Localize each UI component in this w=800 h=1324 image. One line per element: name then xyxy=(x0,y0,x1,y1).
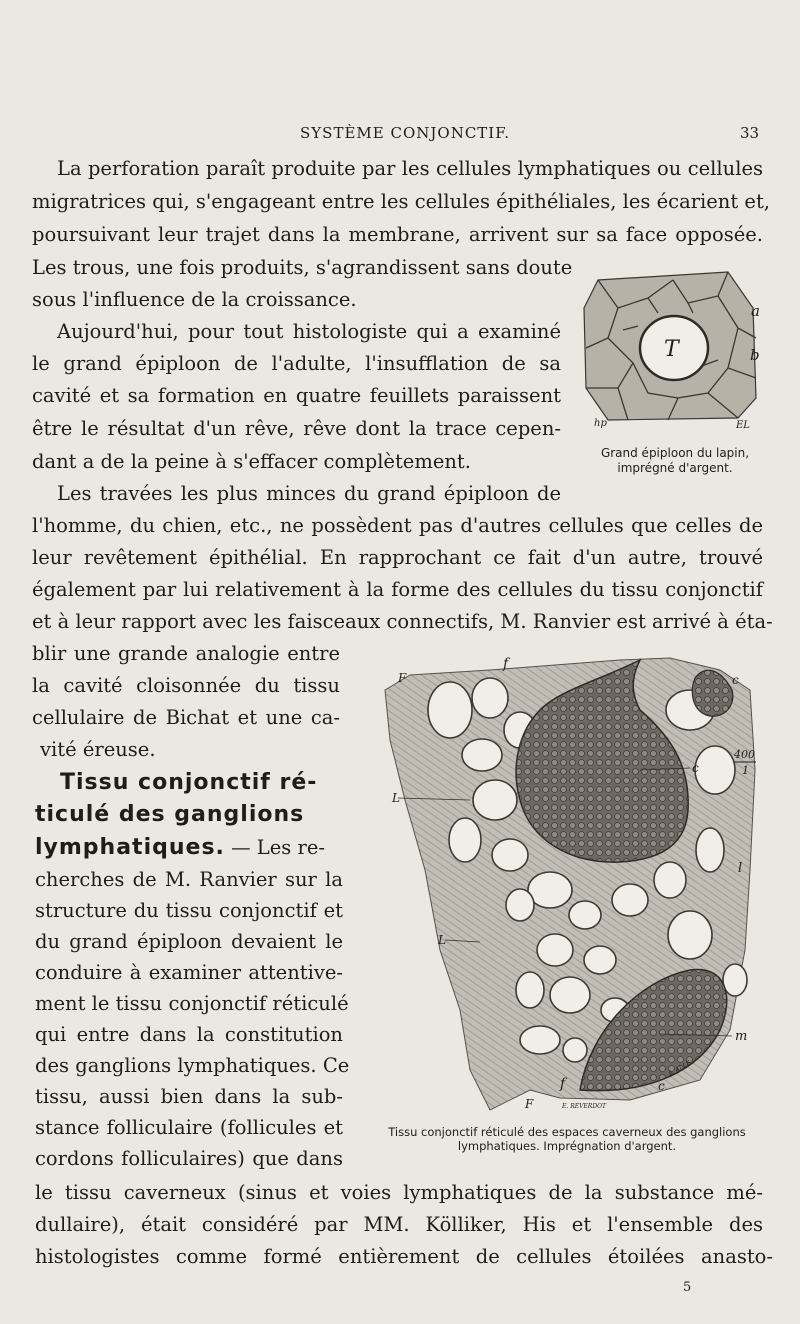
caption-line: Tissu conjonctif réticulé des espaces caverneux des ganglions xyxy=(388,1125,746,1139)
text-line: La perforation paraît produite par les cellules lymphatiques ou cellules xyxy=(57,157,763,180)
text-line: leur revêtement épithélial. En rapprochant ce fait d'un autre, trouvé xyxy=(32,546,763,569)
label-a: a xyxy=(751,302,760,320)
text-line: du grand épiploon devaient le xyxy=(35,930,343,953)
text-line: des ganglions lymphatiques. Ce xyxy=(35,1054,350,1077)
caption-line: Grand épiploon du lapin, xyxy=(600,446,750,460)
text-line: la cavité cloisonnée du tissu xyxy=(32,674,340,697)
text-line: sous l'influence de la croissance. xyxy=(32,288,357,311)
label-T: T xyxy=(664,337,679,362)
label-L2: L xyxy=(438,933,446,947)
text-line: Les travées les plus minces du grand épiploon de xyxy=(57,482,561,505)
heading-line xyxy=(35,833,343,863)
figure-ganglion xyxy=(370,650,780,1120)
label-F-top: F xyxy=(398,671,407,685)
text-line: ment le tissu conjonctif réticulé xyxy=(35,992,349,1015)
text-line: vité éreuse. xyxy=(40,738,156,761)
text-line: le grand épiploon de l'adulte, l'insufflation de sa xyxy=(32,352,561,375)
text-line: structure du tissu conjonctif et xyxy=(35,899,343,922)
text-line: poursuivant leur trajet dans la membrane, arrivent sur sa face opposée. xyxy=(32,223,763,246)
scale-numerator: 400 xyxy=(734,748,755,761)
caption-line: lymphatiques. Imprégnation d'argent. xyxy=(457,1139,677,1153)
signature-mark: 5 xyxy=(683,1280,692,1295)
section-heading: ticulé des ganglions xyxy=(35,802,305,827)
label-L1: L xyxy=(392,791,400,805)
text-line: cellulaire de Bichat et une ca- xyxy=(32,706,340,729)
section-heading: lymphatiques. xyxy=(35,835,225,860)
heading-tail: — Les re- xyxy=(231,836,325,859)
text-line: cavité et sa formation en quatre feuillets paraissent xyxy=(32,384,561,407)
label-m: m xyxy=(735,1029,748,1044)
figure-caption xyxy=(352,1125,782,1153)
figure-caption xyxy=(586,446,764,476)
label-el: EL xyxy=(736,420,750,431)
text-line: le tissu caverneux (sinus et voies lymphatiques de la substance mé- xyxy=(35,1181,763,1204)
text-line: histologistes comme formé entièrement de cellules étoilées anasto- xyxy=(35,1245,773,1268)
text-line: être le résultat d'un rêve, rêve dont la trace cepen- xyxy=(32,417,561,440)
scale-denominator: 1 xyxy=(742,764,749,777)
text-line: migratrices qui, s'engageant entre les cellules épithéliales, les écarient et, xyxy=(32,190,770,213)
text-line: Les trous, une fois produits, s'agrandissent sans doute xyxy=(32,256,573,279)
text-line: blir une grande analogie entre xyxy=(32,642,340,665)
text-line: qui entre dans la constitution xyxy=(35,1023,343,1046)
label-f-bottom: f xyxy=(560,1076,566,1092)
caption-line: imprégné d'argent. xyxy=(617,461,733,475)
text-line: tissu, aussi bien dans la sub- xyxy=(35,1085,343,1108)
engraver-signature: S. ALLE xyxy=(667,1059,693,1078)
label-c2: c xyxy=(692,761,699,775)
text-line: cherches de M. Ranvier sur la xyxy=(35,868,343,891)
figure-epiploon xyxy=(578,268,768,438)
text-line: et à leur rapport avec les faisceaux connectifs, M. Ranvier est arrivé à éta- xyxy=(32,610,773,633)
text-line: également par lui relativement à la forme des cellules du tissu conjonctif xyxy=(32,578,763,601)
text-line: conduire à examiner attentive- xyxy=(35,961,343,984)
artist-signature: E. REVERDOT xyxy=(562,1103,607,1110)
label-hp: hp xyxy=(594,418,607,429)
label-l: l xyxy=(738,861,743,876)
label-f-top: f xyxy=(503,656,509,672)
text-line: l'homme, du chien, etc., ne possèdent pas d'autres cellules que celles de xyxy=(32,514,763,537)
label-c3: c xyxy=(658,1079,665,1093)
text-line: dullaire), était considéré par MM. Kölliker, His et l'ensemble des xyxy=(35,1213,763,1236)
label-b: b xyxy=(750,346,760,364)
text-line: dant a de la peine à s'effacer complètement. xyxy=(32,450,471,473)
running-title: SYSTÈME CONJONCTIF. xyxy=(300,124,511,142)
section-heading: Tissu conjonctif ré- xyxy=(60,770,318,795)
text-line: Aujourd'hui, pour tout histologiste qui a examiné xyxy=(57,320,561,343)
page-number: 33 xyxy=(740,124,760,142)
label-F-bottom: F xyxy=(525,1097,534,1111)
running-header xyxy=(0,122,800,146)
text-line: stance folliculaire (follicules et xyxy=(35,1116,343,1139)
label-c1: c xyxy=(732,673,739,687)
text-line: cordons folliculaires) que dans xyxy=(35,1147,343,1170)
